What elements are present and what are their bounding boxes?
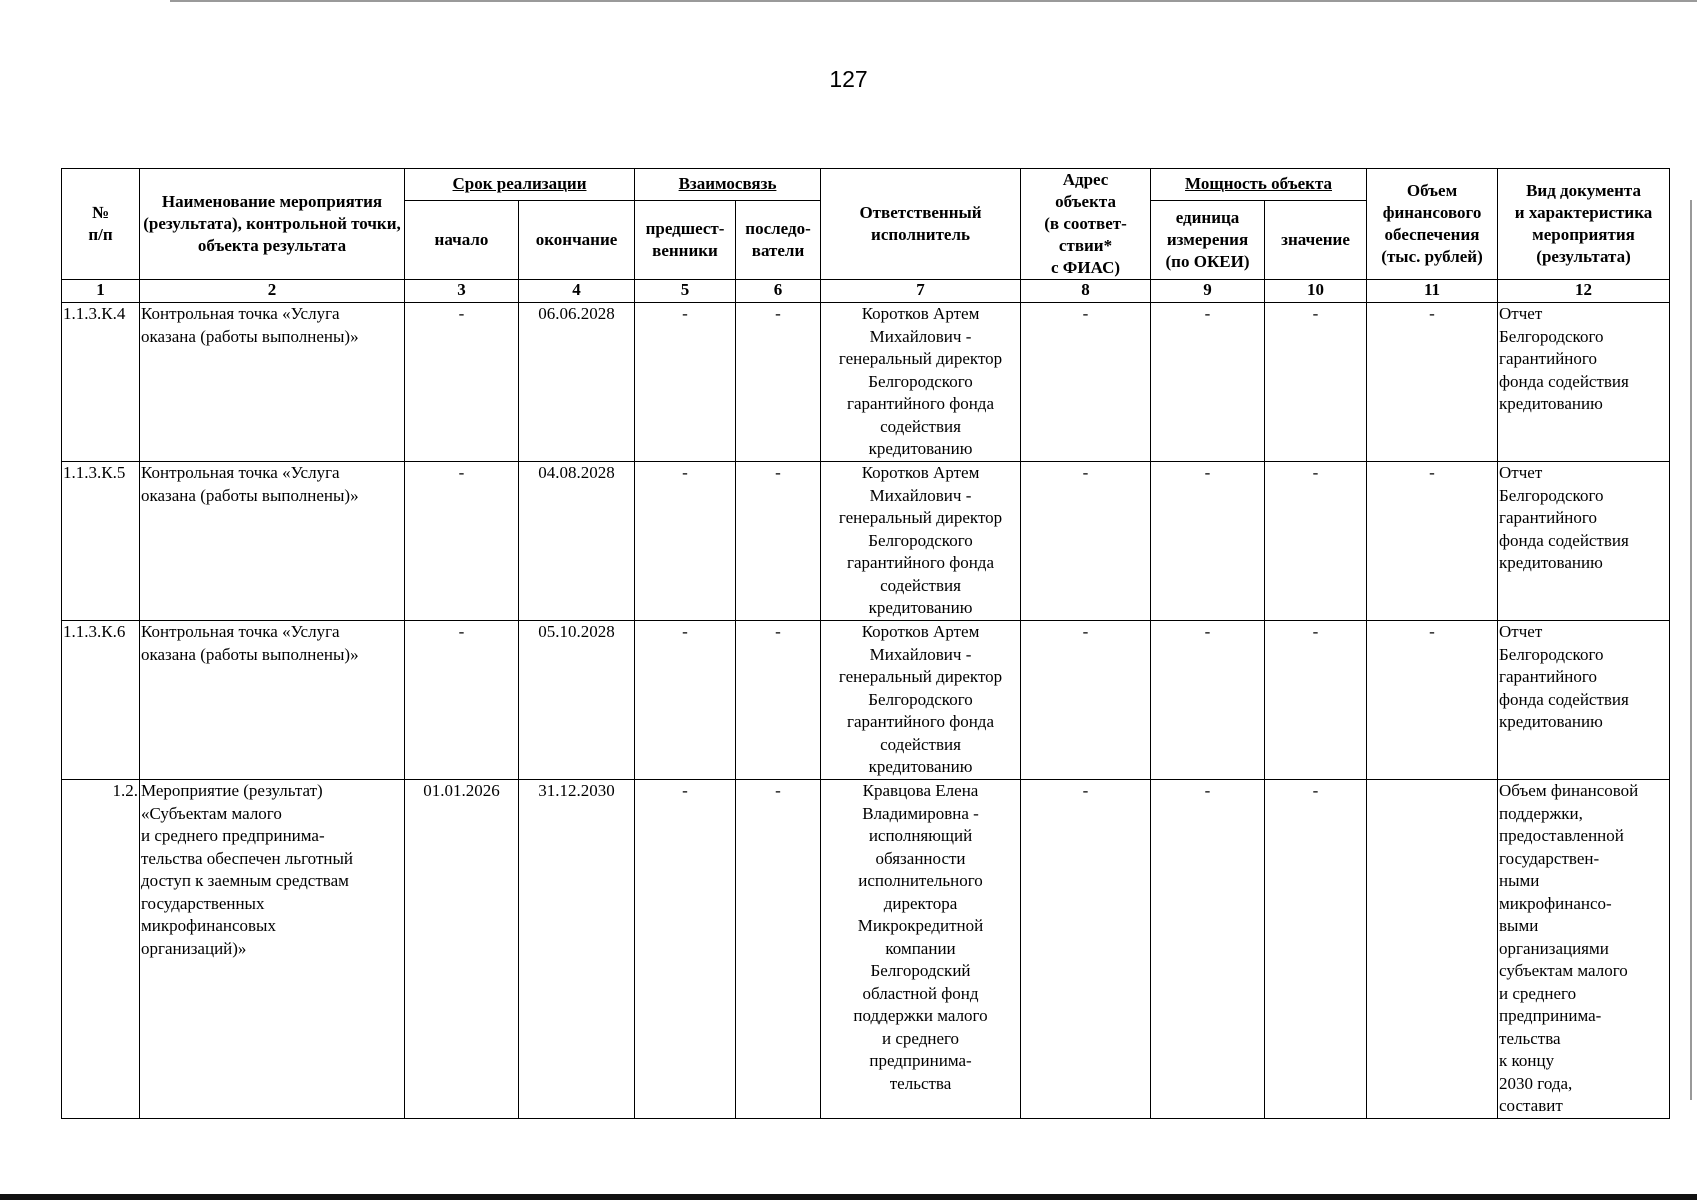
header-power: Мощность объекта bbox=[1151, 169, 1367, 201]
row-unit: - bbox=[1151, 621, 1265, 780]
row-end: 05.10.2028 bbox=[519, 621, 635, 780]
header-value: значение bbox=[1265, 200, 1367, 279]
column-number-row bbox=[62, 280, 1670, 303]
column-number: 6 bbox=[736, 280, 821, 303]
header-row-top bbox=[62, 169, 1670, 201]
row-responsible: Коротков Артем Михайлович - генеральный директор Белгородского гарантийного фонда содействия кредитованию bbox=[821, 303, 1021, 462]
row-start: - bbox=[405, 621, 519, 780]
row-responsible: Коротков Артем Михайлович - генеральный директор Белгородского гарантийного фонда содействия кредитованию bbox=[821, 621, 1021, 780]
row-address: - bbox=[1021, 780, 1151, 1119]
row-finance: - bbox=[1367, 303, 1498, 462]
row-successors: - bbox=[736, 303, 821, 462]
header-predecessors: предшест- венники bbox=[635, 200, 736, 279]
row-end: 31.12.2030 bbox=[519, 780, 635, 1119]
column-number: 8 bbox=[1021, 280, 1151, 303]
row-number: 1.1.3.К.5 bbox=[62, 462, 140, 621]
row-responsible: Кравцова Елена Владимировна - исполняющий обязанности исполнительного директора Микрокредитной компании Белгородский областной фонд поддержки малого и среднего предпринима- тельства bbox=[821, 780, 1021, 1119]
row-number: 1.1.3.К.4 bbox=[62, 303, 140, 462]
page-edge-line bbox=[1690, 200, 1692, 1100]
header-end: окончание bbox=[519, 200, 635, 279]
header-term: Срок реализации bbox=[405, 169, 635, 201]
row-document: Отчет Белгородского гарантийного фонда содействия кредитованию bbox=[1498, 621, 1670, 780]
page-number: 127 bbox=[829, 66, 868, 92]
header-link: Взаимосвязь bbox=[635, 169, 821, 201]
top-scan-line bbox=[170, 0, 1697, 2]
row-end: 06.06.2028 bbox=[519, 303, 635, 462]
column-number: 3 bbox=[405, 280, 519, 303]
row-successors: - bbox=[736, 621, 821, 780]
row-unit: - bbox=[1151, 780, 1265, 1119]
header-unit: единица измерения (по ОКЕИ) bbox=[1151, 200, 1265, 279]
header-finance: Объем финансового обеспечения (тыс. рублей) bbox=[1367, 169, 1498, 280]
row-number: 1.1.3.К.6 bbox=[62, 621, 140, 780]
row-predecessors: - bbox=[635, 780, 736, 1119]
row-end: 04.08.2028 bbox=[519, 462, 635, 621]
row-value: - bbox=[1265, 303, 1367, 462]
row-predecessors: - bbox=[635, 303, 736, 462]
column-number: 11 bbox=[1367, 280, 1498, 303]
row-address: - bbox=[1021, 462, 1151, 621]
row-value: - bbox=[1265, 780, 1367, 1119]
row-address: - bbox=[1021, 303, 1151, 462]
column-number: 4 bbox=[519, 280, 635, 303]
row-name: Контрольная точка «Услуга оказана (работы выполнены)» bbox=[140, 462, 405, 621]
row-name: Контрольная точка «Услуга оказана (работы выполнены)» bbox=[140, 303, 405, 462]
row-start: - bbox=[405, 303, 519, 462]
column-number: 12 bbox=[1498, 280, 1670, 303]
row-document: Объем финансовой поддержки, предоставленной государствен- ными микрофинансо- выми организациями субъектам малого и среднего предпринима- тельства к концу 2030 года, составит bbox=[1498, 780, 1670, 1119]
header-start: начало bbox=[405, 200, 519, 279]
row-successors: - bbox=[736, 780, 821, 1119]
row-number: 1.2. bbox=[62, 780, 140, 1119]
row-start: 01.01.2026 bbox=[405, 780, 519, 1119]
row-name: Контрольная точка «Услуга оказана (работы выполнены)» bbox=[140, 621, 405, 780]
row-finance: - bbox=[1367, 621, 1498, 780]
header-num: № п/п bbox=[62, 169, 140, 280]
table-row bbox=[62, 462, 1670, 621]
row-address: - bbox=[1021, 621, 1151, 780]
row-finance bbox=[1367, 780, 1498, 1119]
column-number: 10 bbox=[1265, 280, 1367, 303]
events-table bbox=[61, 168, 1670, 1119]
row-value: - bbox=[1265, 621, 1367, 780]
header-successors: последо- ватели bbox=[736, 200, 821, 279]
table-row bbox=[62, 303, 1670, 462]
column-number: 7 bbox=[821, 280, 1021, 303]
table-row bbox=[62, 780, 1670, 1119]
table-row bbox=[62, 621, 1670, 780]
row-successors: - bbox=[736, 462, 821, 621]
row-name: Мероприятие (результат) «Субъектам малого и среднего предпринима- тельства обеспечен льготный доступ к заемным средствам государственных микрофинансовых организаций)» bbox=[140, 780, 405, 1119]
row-start: - bbox=[405, 462, 519, 621]
row-unit: - bbox=[1151, 303, 1265, 462]
column-number: 9 bbox=[1151, 280, 1265, 303]
row-unit: - bbox=[1151, 462, 1265, 621]
row-responsible: Коротков Артем Михайлович - генеральный директор Белгородского гарантийного фонда содействия кредитованию bbox=[821, 462, 1021, 621]
row-predecessors: - bbox=[635, 462, 736, 621]
header-name: Наименование мероприятия (результата), контрольной точки, объекта результата bbox=[140, 169, 405, 280]
header-address: Адрес объекта (в соответ- ствии* с ФИАС) bbox=[1021, 169, 1151, 280]
row-document: Отчет Белгородского гарантийного фонда содействия кредитованию bbox=[1498, 303, 1670, 462]
header-document: Вид документа и характеристика мероприятия (результата) bbox=[1498, 169, 1670, 280]
row-value: - bbox=[1265, 462, 1367, 621]
bottom-scan-bar bbox=[0, 1194, 1697, 1200]
row-finance: - bbox=[1367, 462, 1498, 621]
column-number: 1 bbox=[62, 280, 140, 303]
column-number: 2 bbox=[140, 280, 405, 303]
row-document: Отчет Белгородского гарантийного фонда содействия кредитованию bbox=[1498, 462, 1670, 621]
column-number: 5 bbox=[635, 280, 736, 303]
header-responsible: Ответственный исполнитель bbox=[821, 169, 1021, 280]
row-predecessors: - bbox=[635, 621, 736, 780]
